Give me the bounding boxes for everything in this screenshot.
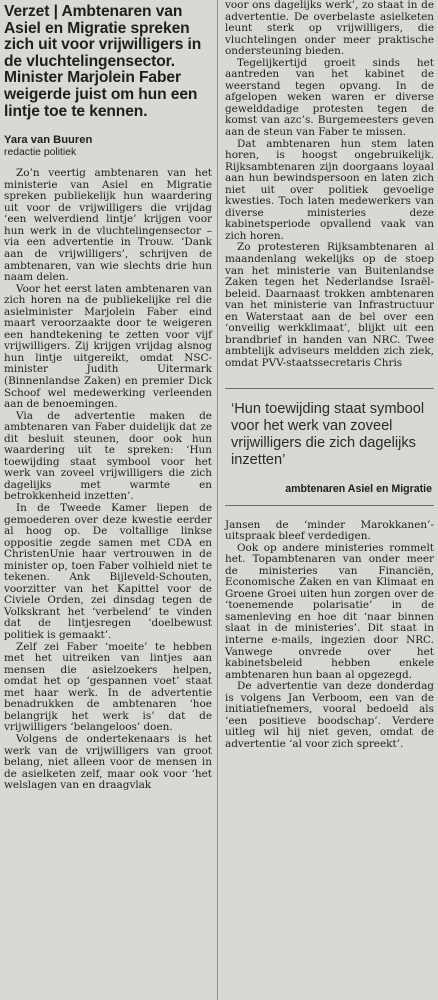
column-divider (217, 0, 218, 1000)
pull-quote: ‘Hun toewijding staat symbool voor het werk van zoveel vrijwilligers die zich dagelijks inzetten’ (231, 400, 425, 468)
paragraph: Ook op andere ministeries rommelt het. Topambtenaren van onder meer de ministeries van Financiën, Economische Zaken en van Klimaat en Groene Groei uiten hun zorgen over de ‘toenemende polarisatie’ in de samenleving en hoe dit ‘naar binnen slaat in de ministeries’. Dit staat in interne e-mails, ingezien door NRC. Vanwege onvrede over het kabinetsbeleid hebben enkele ambtenaren hun baan al opgezegd. (225, 541, 434, 681)
byline (4, 134, 212, 158)
paragraph: De advertentie van deze donderdag is volgens Jan Verboom, een van de initiatiefnemers, vooral bedoeld als ‘een positieve boodschap’. Verdere uitleg wil hij niet geven, omdat de advertentie ‘al voor zich spreekt’. (225, 680, 434, 750)
paragraph: Dat ambtenaren hun stem laten horen, is hoogst ongebruikelijk. Rijksambtenaren zijn doorgaans loyaal aan hun bewindspersoon en laten zich niet uit over politiek gevoelige kwesties. Toch laten medewerkers van diverse ministeries deze kabinetsperiode opvallend vaak van zich horen. (225, 137, 434, 242)
paragraph: Zo protesteren Rijksambtenaren al maandenlang wekelijks op de stoep van het ministerie van Buitenlandse Zaken tegen het Nederlandse Israël-beleid. Daarnaast trokken ambtenaren van het ministerie van Infrastructuur en Waterstaat aan de bel over een ‘onveilig werkklimaat’, blijkt uit een brandbrief in handen van NRC. Twee ambtelijk adviseurs meldden zich ziek, omdat PVV-staatssecretaris Chris (225, 241, 434, 369)
paragraph: Jansen de ‘minder Marokkanen’-uitspraak bleef verdedigen. (225, 518, 434, 543)
paragraph: Zelf zei Faber ‘moeite’ te hebben met het uitreiken van lintjes aan mensen die asielzoekers helpen, omdat het op ‘gespannen voet’ staat met haar werk. In de advertentie benadrukken de ambtenaren ‘hoe belangrijk het werk is’ dat de vrijwilligers ‘belangeloos’ doen. (4, 640, 212, 734)
pull-quote-attribution: ambtenaren Asiel en Migratie (285, 482, 432, 495)
paragraph: Zo’n veertig ambtenaren van het ministerie van Asiel en Migratie spreken publiekelijk hun waardering uit voor de vrijwilligers die vrijdag ‘een welverdiend lintje’ krijgen voor hun werk in de vluchtelingensector –via een advertentie in Trouw. ‘Dank aan de vrijwilligers’, schrijven de ambtenaren, van wie slechts drie hun naam delen. (4, 167, 212, 284)
paragraph: voor ons dagelijks werk’, zo staat in de advertentie. De overbelaste asielketen leunt sterk op vrijwilligers, die vluchtelingen onder meer praktische ondersteuning bieden. (225, 0, 434, 58)
author-name: Yara van Buuren (4, 134, 93, 147)
pull-quote-box (225, 388, 434, 506)
author-role: redactie politiek (4, 147, 77, 159)
article-kicker: Verzet | (4, 3, 58, 20)
paragraph: Via de advertentie maken de ambtenaren van Faber duidelijk dat ze dit besluit steunen, door ook hun waardering uit te spreken: ‘Hun toewijding staat symbool voor het werk van zoveel vrijwilligers die zich dagelijks met warmte en betrokkenheid inzetten’. (4, 409, 212, 503)
article-headline (4, 4, 212, 120)
right-body-bottom (225, 520, 434, 751)
paragraph: In de Tweede Kamer liepen de gemoederen over deze kwestie eerder al hoog op. De voltallige linkse oppositie zegde samen met CDA en ChristenUnie haar vertrouwen in de minister op, toen Faber volhield niet te tekenen. Ank Bijleveld-Schouten, voorzitter van het Kapittel voor de Civiele Orden, zei dinsdag tegen de Volkskrant het ‘verbelend’ te vinden dat de lintjesregen ‘doelbewust politiek is gemaakt’. (4, 502, 212, 642)
right-column (225, 0, 434, 750)
paragraph: Voor het eerst laten ambtenaren van zich horen na de publiekelijke rel die asielminister Marjolein Faber eind maart veroorzaakte door te weigeren een handtekening te zetten voor vijf vrijwilligers. Zij krijgen vrijdag alsnog hun lintje uitgereikt, omdat NSC-minister Judith Uitermark (Binnenlandse Zaken) en premier Dick Schoof wel medewerking verleenden aan de benoemingen. (4, 282, 212, 411)
paragraph: Volgens de ondertekenaars is het werk van de vrijwilligers van groot belang, niet alleen voor de mensen in de asielketen zelf, maar ook voor ‘het welslagen van en draagvlak (4, 732, 212, 792)
paragraph: Tegelijkertijd groeit sinds het aantreden van het kabinet de weerstand tegen opvang. In de afgelopen weken waren er diverse gewelddadige protesten tegen de komst van azc’s. Burgemeesters geven aan de steun van Faber te missen. (225, 56, 434, 139)
left-body (4, 168, 212, 792)
right-body-top (225, 0, 434, 370)
left-column (4, 4, 212, 792)
headline-text: Ambtenaren van Asiel en Migratie spreken zich uit voor vrijwilligers in de vluchtelingensector. Minister Marjolein Faber weigerde juist om hun een lintje toe te kennen. (4, 3, 202, 120)
